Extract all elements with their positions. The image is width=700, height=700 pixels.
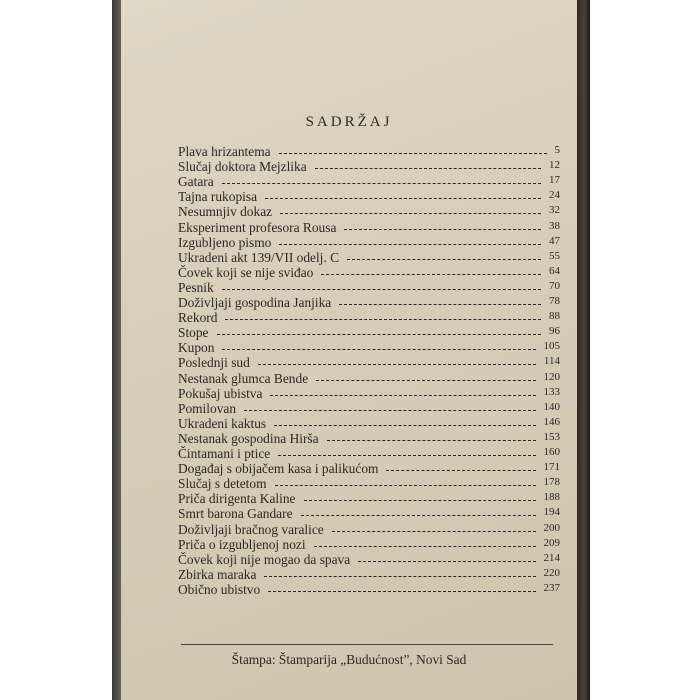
toc-leader-dashes	[344, 229, 541, 230]
toc-entry-page: 96	[549, 325, 560, 338]
toc-entry	[178, 431, 560, 447]
toc-leader-dashes	[280, 213, 541, 214]
toc-entry	[178, 491, 560, 507]
toc-entry-page: 5	[554, 144, 560, 156]
toc-entry-title: Pokušaj ubistva	[178, 385, 263, 401]
toc-entry-title: Doživljaji gospodina Janjika	[178, 295, 332, 310]
toc-entry-title: Nestanak gospodina Hirša	[178, 430, 319, 446]
toc-entry	[178, 280, 560, 296]
toc-leader-dashes	[225, 319, 541, 320]
toc-entry	[178, 522, 560, 538]
toc-entry-page: 88	[549, 310, 560, 323]
toc-leader-dashes	[222, 349, 535, 350]
toc-entry-title: Događaj s obijačem kasa i palikućom	[178, 461, 379, 477]
toc-leader-dashes	[268, 591, 535, 592]
toc-entry	[178, 506, 560, 522]
toc-entry-title: Gatara	[178, 174, 214, 190]
book-spine-edge	[576, 0, 590, 700]
toc-leader-dashes	[279, 153, 547, 154]
toc-leader-dashes	[217, 334, 541, 335]
toc-entry-title: Čovek koji nije mogao da spava	[178, 551, 351, 567]
toc-entry	[178, 204, 560, 220]
toc-entry-page: 32	[549, 204, 560, 217]
toc-entry	[178, 325, 560, 341]
toc-entry-page: 105	[543, 340, 560, 353]
toc-leader-dashes	[304, 500, 536, 501]
toc-entry-page: 64	[549, 264, 560, 277]
toc-entry-page: 194	[543, 506, 560, 519]
toc-entry	[178, 189, 560, 205]
page-title: SADRŽAJ	[305, 114, 393, 130]
toc-entry	[178, 552, 560, 568]
toc-entry-title: Ukradeni akt 139/VII odelj. C	[178, 249, 340, 265]
toc-leader-dashes	[270, 395, 535, 396]
toc-entry-title: Čintamani i ptice	[178, 446, 271, 461]
toc-entry	[178, 265, 560, 281]
toc-leader-dashes	[279, 244, 541, 245]
toc-entry-page: 160	[543, 446, 560, 458]
toc-entry-page: 209	[543, 536, 560, 549]
toc-entry	[178, 371, 560, 387]
toc-entry	[178, 567, 560, 583]
toc-entry-title: Nesumnjiv dokaz	[178, 204, 273, 220]
toc-entry-title: Ukradeni kaktus	[178, 415, 267, 431]
toc-entry-title: Obično ubistvo	[178, 581, 261, 597]
toc-entry-page: 146	[543, 415, 560, 428]
toc-entry-title: Plava hrizantema	[178, 144, 271, 159]
toc-entry	[178, 446, 560, 462]
toc-leader-dashes	[327, 440, 536, 441]
toc-entry-title: Izgubljeno pismo	[178, 234, 272, 250]
toc-entry-page: 133	[543, 385, 560, 398]
toc-leader-dashes	[358, 561, 535, 562]
toc-entry-page: 178	[543, 476, 560, 489]
toc-entry	[178, 235, 560, 251]
book-page	[121, 0, 577, 700]
toc-entry-page: 200	[543, 521, 560, 534]
toc-entry-title: Nestanak glumca Bende	[178, 370, 309, 386]
toc-entry-title: Stope	[178, 325, 209, 341]
toc-entry	[178, 355, 560, 371]
toc-leader-dashes	[275, 485, 536, 486]
toc-entry-title: Smrt barona Gandare	[178, 506, 293, 522]
toc-entry	[178, 159, 560, 175]
toc-entry-title: Čovek koji se nije sviđao	[178, 264, 314, 280]
toc-entry-page: 237	[543, 581, 560, 594]
toc-leader-dashes	[339, 304, 541, 305]
toc-leader-dashes	[222, 289, 541, 290]
toc-leader-dashes	[274, 425, 535, 426]
toc-entry-title: Priča o izgubljenoj nozi	[178, 536, 306, 552]
toc-entry-title: Rekord	[178, 310, 218, 326]
toc-entry-title: Slučaj s detetom	[178, 476, 267, 492]
toc-entry	[178, 461, 560, 477]
toc-leader-dashes	[386, 470, 535, 471]
toc-entry	[178, 310, 560, 326]
toc-entry-page: 55	[549, 249, 560, 262]
toc-entry-page: 140	[543, 400, 560, 413]
footer-rule	[181, 644, 553, 645]
toc-leader-dashes	[332, 531, 536, 532]
toc-entry	[178, 386, 560, 402]
toc-leader-dashes	[316, 380, 535, 381]
toc-entry-page: 24	[549, 189, 560, 202]
toc-entry-title: Eksperiment profesora Rousa	[178, 219, 337, 235]
toc-leader-dashes	[278, 455, 535, 456]
toc-entry-page: 220	[543, 566, 560, 579]
toc-entry	[178, 144, 560, 160]
toc-entry	[178, 416, 560, 432]
toc-entry-page: 47	[549, 234, 560, 247]
toc-entry-title: Pomilovan	[178, 400, 237, 416]
toc-entry-title: Kupon	[178, 340, 215, 356]
toc-entry-page: 120	[543, 370, 560, 383]
toc-leader-dashes	[321, 274, 541, 275]
toc-leader-dashes	[264, 576, 535, 577]
toc-entry-page: 214	[543, 551, 560, 564]
toc-leader-dashes	[258, 364, 536, 365]
toc-entry-page: 188	[543, 491, 560, 504]
toc-entry	[178, 250, 560, 266]
toc-entry	[178, 174, 560, 190]
toc-entry-title: Tajna rukopisa	[178, 189, 258, 205]
toc-entry	[178, 401, 560, 417]
toc-entry-page: 17	[549, 174, 560, 187]
toc-entry-page: 171	[543, 461, 560, 474]
toc-entry-page: 70	[549, 279, 560, 292]
printer-imprint: Štampa: Štamparija „Budućnost”, Novi Sad	[231, 652, 467, 667]
toc-entry	[178, 582, 560, 598]
toc-entry-title: Poslednji sud	[178, 355, 250, 371]
toc-leader-dashes	[265, 198, 541, 199]
toc-entry	[178, 537, 560, 553]
toc-entry-title: Zbirka maraka	[178, 566, 257, 582]
toc-entry-page: 12	[549, 159, 560, 172]
toc-entry	[178, 220, 560, 236]
toc-leader-dashes	[315, 168, 541, 169]
toc-leader-dashes	[314, 546, 536, 547]
toc-entry	[178, 340, 560, 356]
toc-leader-dashes	[244, 410, 535, 411]
toc-entry-page: 114	[543, 355, 560, 368]
toc-entry-page: 38	[549, 219, 560, 232]
toc-entry-title: Pesnik	[178, 279, 214, 295]
toc-leader-dashes	[347, 259, 541, 260]
toc-entry-page: 153	[543, 430, 560, 443]
toc-entry	[178, 476, 560, 492]
toc-entry-page: 78	[549, 295, 560, 307]
toc-leader-dashes	[222, 183, 541, 184]
toc-leader-dashes	[301, 515, 536, 516]
toc-entry	[178, 295, 560, 311]
toc-entry-title: Doživljaji bračnog varalice	[178, 521, 324, 537]
table-of-contents	[121, 0, 577, 620]
toc-entry-title: Slučaj doktora Mejzlika	[178, 159, 307, 175]
toc-entry-title: Priča dirigenta Kaline	[178, 491, 296, 507]
